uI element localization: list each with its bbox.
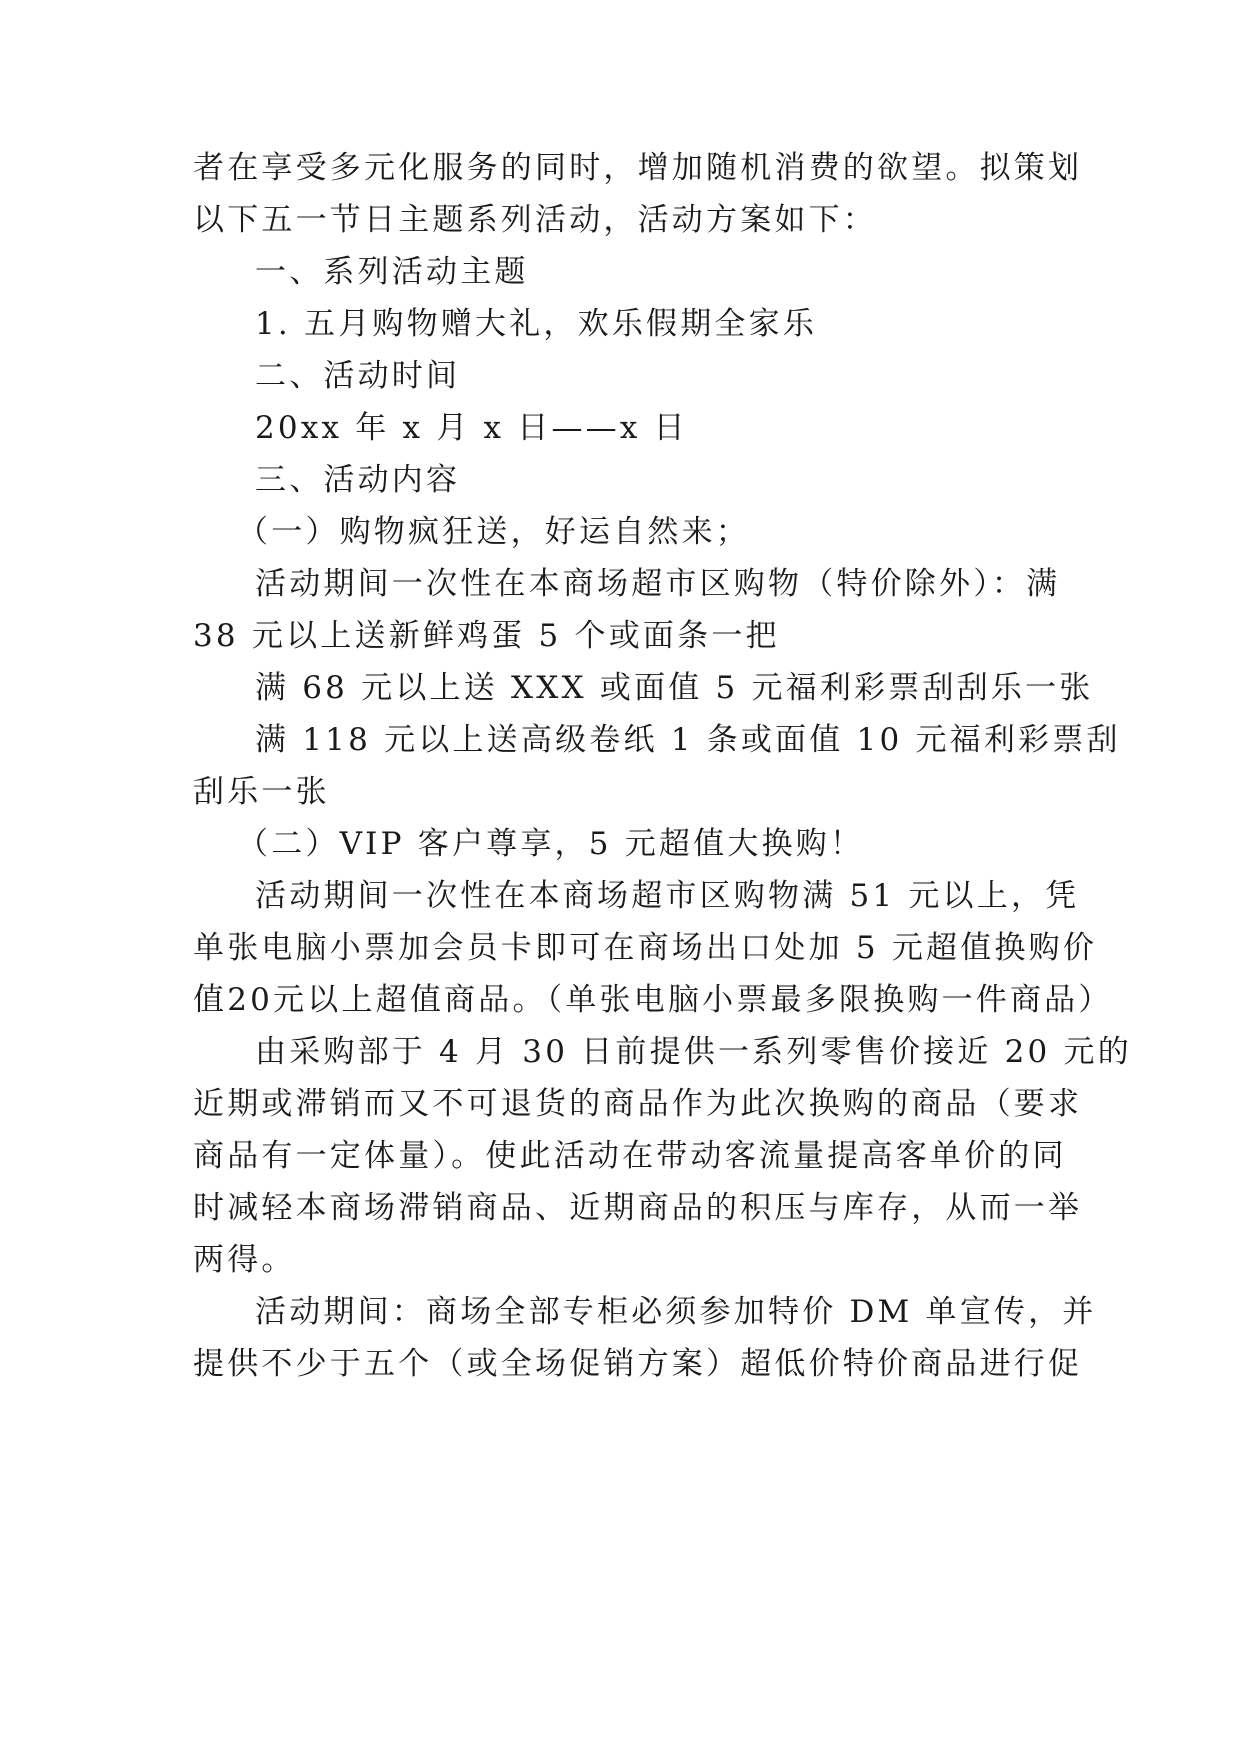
paragraph-line: 两得。 bbox=[193, 1242, 296, 1278]
paragraph-line: 时减轻本商场滞销商品、近期商品的积压与库存，从而一举 bbox=[193, 1190, 1083, 1226]
section-heading: 二、活动时间 bbox=[255, 358, 461, 394]
list-item: 1. 五月购物赠大礼，欢乐假期全家乐 bbox=[255, 306, 818, 342]
paragraph-line: 商品有一定体量）。使此活动在带动客流量提高客单价的同 bbox=[193, 1138, 1067, 1174]
paragraph-line: 单张电脑小票加会员卡即可在商场出口处加 5 元超值换购价 bbox=[193, 930, 1098, 966]
paragraph-line: 提供不少于五个（或全场促销方案）超低价特价商品进行促 bbox=[193, 1346, 1083, 1382]
paragraph-line: 以下五一节日主题系列活动，活动方案如下： bbox=[193, 202, 877, 238]
paragraph-line: 满 68 元以上送 XXX 或面值 5 元福利彩票刮刮乐一张 bbox=[255, 670, 1094, 706]
paragraph-line: 满 118 元以上送高级卷纸 1 条或面值 10 元福利彩票刮 bbox=[255, 722, 1121, 758]
paragraph-line: 活动期间一次性在本商场超市区购物满 51 元以上，凭 bbox=[255, 878, 1080, 914]
section-heading: 一、系列活动主题 bbox=[255, 254, 529, 290]
paragraph-line: 活动期间：商场全部专柜必须参加特价 DM 单宣传，并 bbox=[255, 1294, 1097, 1330]
paragraph-line: 者在享受多元化服务的同时，增加随机消费的欲望。拟策划 bbox=[193, 150, 1083, 186]
section-heading: 三、活动内容 bbox=[255, 462, 461, 498]
paragraph-line: 刮乐一张 bbox=[193, 774, 330, 810]
paragraph-line: 38 元以上送新鲜鸡蛋 5 个或面条一把 bbox=[193, 618, 780, 654]
paragraph-line: 20xx 年 x 月 x 日——x 日 bbox=[255, 410, 688, 446]
paragraph-line: 由采购部于 4 月 30 日前提供一系列零售价接近 20 元的 bbox=[255, 1034, 1132, 1070]
paragraph-line: 活动期间一次性在本商场超市区购物（特价除外）：满 bbox=[255, 566, 1061, 602]
paragraph-line: 近期或滞销而又不可退货的商品作为此次换购的商品（要求 bbox=[193, 1086, 1083, 1122]
subsection-heading: （二）VIP 客户尊享，5 元超值大换购！ bbox=[237, 826, 865, 862]
subsection-heading: （一）购物疯狂送，好运自然来； bbox=[237, 514, 750, 550]
paragraph-line: 值20元以上超值商品。（单张电脑小票最多限换购一件商品） bbox=[193, 982, 1113, 1018]
